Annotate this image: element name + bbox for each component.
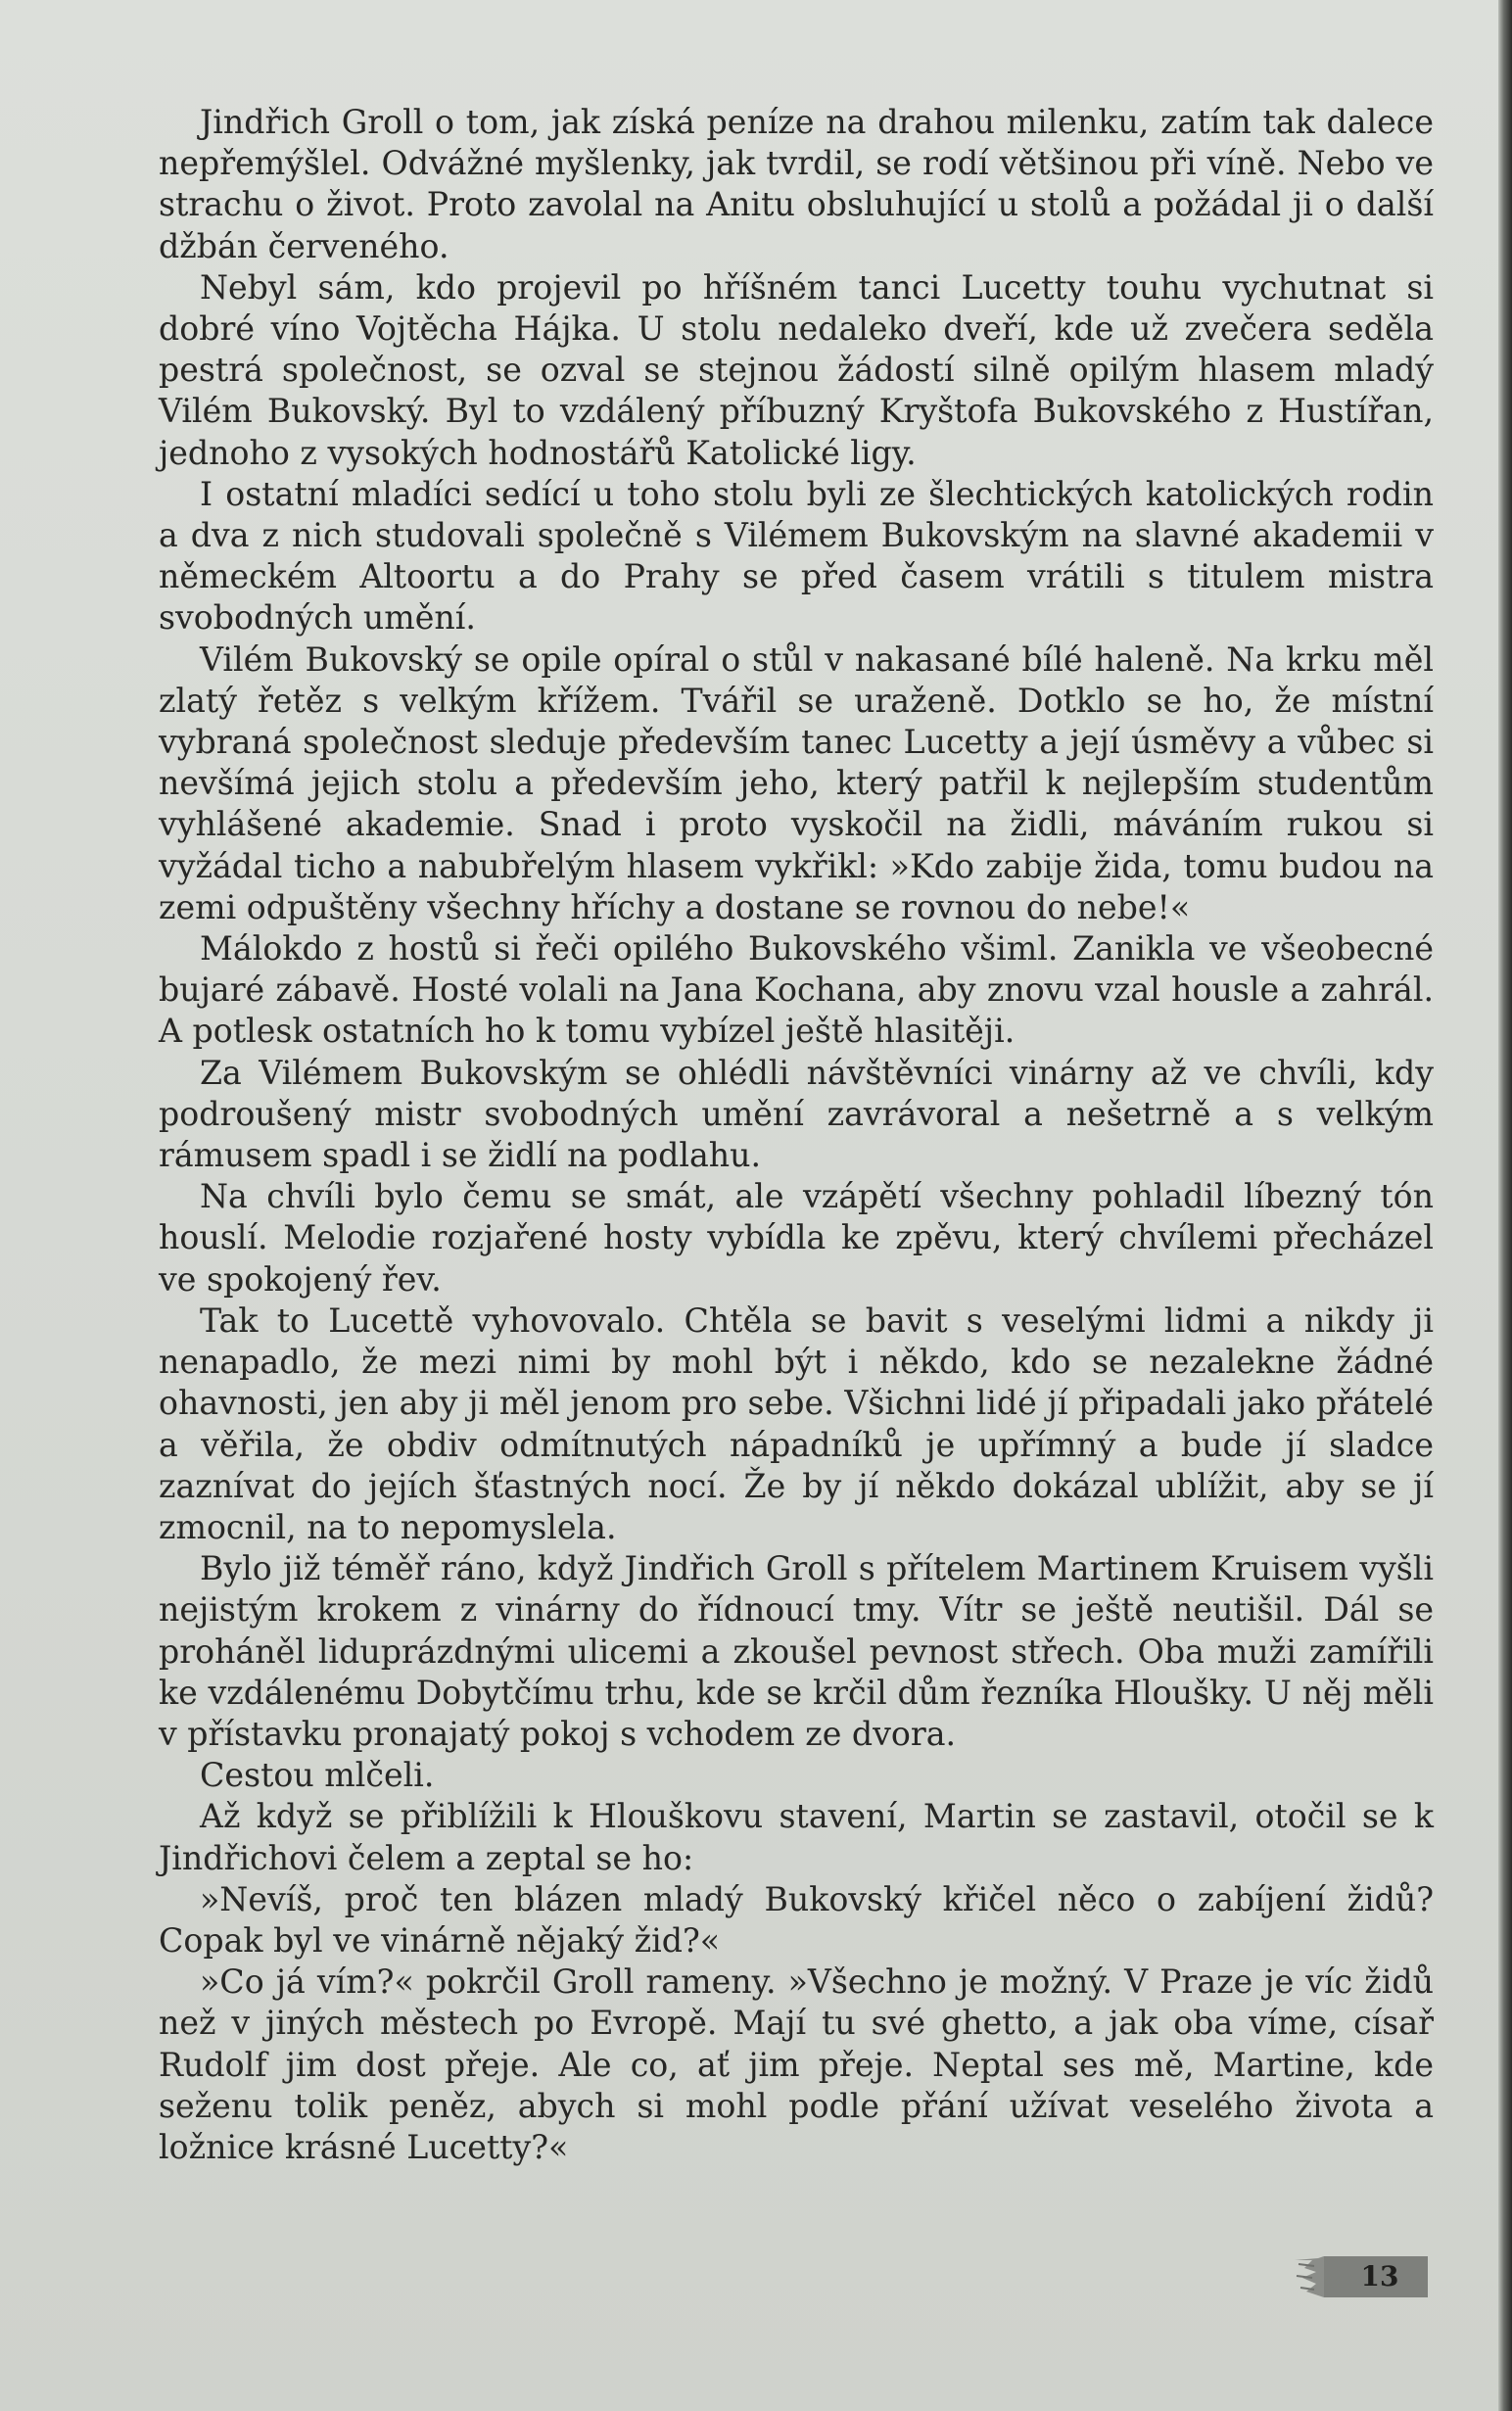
paragraph-3: I ostatní mladíci sedící u toho stolu byli ze šlechtických katolických rodin a dva z nich studovali společně s Vilémem Bukovským na slavné akademii v německém Altoortu a do Prahy se před časem vrátili s titulem mistra svobodných umění. (159, 474, 1434, 638)
paragraph-5: Málokdo z hostů si řeči opilého Bukovského všiml. Zanikla ve všeobecné bujaré zábavě. Hosté volali na Jana Kochana, aby znovu vzal housle a zahrál. A potlesk ostatních ho k tomu vybízel ještě hlasitěji. (159, 929, 1434, 1051)
paragraph-9: Bylo již téměř ráno, když Jindřich Groll s přítelem Martinem Kruisem vyšli nejistým krokem z vinárny do řídnoucí tmy. Vítr se ještě neutišil. Dál se proháněl liduprázdnými ulicemi a zkoušel pevnost střech. Oba muži zamířili ke vzdálenému Dobytčímu trhu, kde se krčil dům řezníka Hloušky. U něj měli v přístavku pronajatý pokoj s vchodem ze dvora. (159, 1549, 1434, 1753)
page-number-badge (1295, 2254, 1428, 2299)
paragraph-12: »Nevíš, proč ten blázen mladý Bukovský křičel něco o zabíjení židů? Copak byl ve vinárně nějaký žid?« (159, 1879, 1434, 1960)
paragraph-1: Jindřich Groll o tom, jak získá peníze na drahou milenku, zatím tak dalece nepřemýšlel. Odvážné myšlenky, jak tvrdil, se rodí většinou při víně. Nebo ve strachu o život. Proto zavolal na Anitu obsluhující u stolů a požádal ji o další džbán červeného. (159, 103, 1434, 265)
paragraph-11: Až když se přiblížili k Hlouškovu stavení, Martin se zastavil, otočil se k Jindřichovi čelem a zeptal se ho: (159, 1797, 1434, 1877)
paragraph-8: Tak to Lucettě vyhovovalo. Chtěla se bavit s veselými lidmi a nikdy ji nenapadlo, že mezi nimi by mohl být i někdo, kdo se nezalekne žádné ohavnosti, jen aby ji měl jenom pro sebe. Všichni lidé jí připadali jako přátelé a věřila, že obdiv odmítnutých nápadníků je upřímný a bude jí sladce zaznívat do jejích šťastných nocí. Že by jí někdo dokázal ublížit, aby se jí zmocnil, na to nepomyslela. (159, 1300, 1434, 1546)
paragraph-13: »Co já vím?« pokrčil Groll rameny. »Všechno je možný. V Praze je víc židů než v jiných městech po Evropě. Mají tu své ghetto, a jak oba víme, císař Rudolf jim dost přeje. Ale co, ať jim přeje. Neptal ses mě, Martine, kde seženu tolik peněz, abych si mohl podle přání užívat veselého života a ložnice krásné Lucetty?« (159, 1962, 1434, 2166)
paragraph-6: Za Vilémem Bukovským se ohlédli návštěvníci vinárny až ve chvíli, kdy podroušený mistr svobodných umění zavrávoral a nešetrně a s velkým rámusem spadl i se židlí na podlahu. (159, 1053, 1434, 1175)
paragraph-2: Nebyl sám, kdo projevil po hříšném tanci Lucetty touhu vychutnat si dobré víno Vojtěcha Hájka. U stolu nedaleko dveří, kde už zvečera seděla pestrá společnost, se ozval se stejnou žádostí silně opilým hlasem mladý Vilém Bukovský. Byl to vzdálený příbuzný Kryštofa Bukovského z Hustířan, jednoho z vysokých hodnostářů Katolické ligy. (159, 267, 1434, 472)
paragraph-4: Vilém Bukovský se opile opíral o stůl v nakasané bílé haleně. Na krku měl zlatý řetěz s velkým křížem. Tvářil se uraženě. Dotklo se ho, že místní vybraná společnost sleduje především tanec Lucetty a její úsměvy a vůbec si nevšímá jejich stolu a především jeho, který patřil k nejlepším studentům vyhlášené akademie. Snad i proto vyskočil na židli, máváním rukou si vyžádal ticho a nabubřelým hlasem vykřikl: »Kdo zabije žida, tomu budou na zemi odpuštěny všechny hříchy a dostane se rovnou do nebe!« (159, 639, 1434, 926)
paragraph-7: Na chvíli bylo čemu se smát, ale vzápětí všechny pohladil líbezný tón houslí. Melodie rozjařené hosty vybídla ke zpěvu, který chvílemi přecházel ve spokojený řev. (159, 1177, 1434, 1299)
body-text (159, 102, 1434, 2168)
paragraph-10: Cestou mlčeli. (200, 1756, 435, 1795)
page-edge-shadow (1498, 0, 1512, 2411)
page-number: 13 (1360, 2260, 1399, 2293)
